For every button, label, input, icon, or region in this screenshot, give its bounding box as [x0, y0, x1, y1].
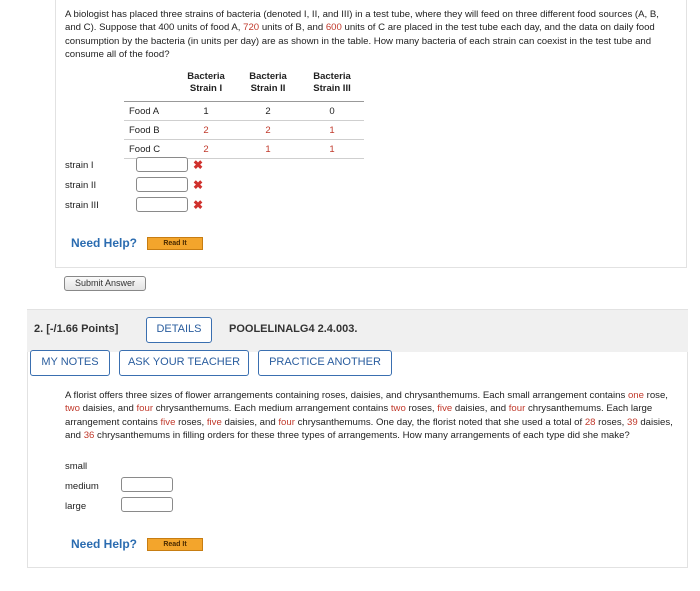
table-row [124, 121, 364, 140]
table-cell: 2 [176, 121, 236, 140]
header-strain-2: Bacteria Strain II [236, 71, 300, 102]
strain-2-input[interactable] [136, 177, 188, 192]
q1-highlight-value: 720 [243, 22, 260, 34]
table-cell: 1 [176, 102, 236, 121]
read-it-button[interactable]: Read It [147, 237, 203, 250]
table-cell: 1 [236, 140, 300, 159]
small-label: small [65, 461, 88, 472]
table-cell: 2 [236, 121, 300, 140]
table-cell: 1 [300, 140, 364, 159]
consumption-table [124, 71, 364, 159]
medium-input[interactable] [121, 477, 173, 492]
large-label: large [65, 501, 87, 512]
row-label-food-c: Food C [124, 140, 176, 159]
strain-1-input[interactable] [136, 157, 188, 172]
q1-text-part: units of C are placed in the test tube each day, and the data on daily food consumption by the bacteria (in units per day) are as shown in the table. How many bacteria of each strain can coexist in the test tube and consume all of the food? [65, 22, 655, 60]
table-cell: 2 [236, 102, 300, 121]
table-cell: 0 [300, 102, 364, 121]
q1-text-part: units of B, and [259, 22, 326, 34]
q1-highlight-value: 600 [325, 22, 342, 34]
incorrect-x-icon: ✖ [193, 198, 204, 212]
medium-label: medium [65, 481, 99, 492]
need-help-label: Need Help? [71, 537, 138, 551]
question-2-header [27, 309, 688, 352]
table-cell: 2 [176, 140, 236, 159]
question-2-points: 2. [-/1.66 Points] [34, 323, 119, 335]
table-cell: 1 [300, 121, 364, 140]
details-button[interactable]: DETAILS [146, 317, 212, 343]
my-notes-button[interactable]: MY NOTES [30, 350, 110, 376]
row-label-food-b: Food B [124, 121, 176, 140]
practice-another-button[interactable]: PRACTICE ANOTHER [258, 350, 392, 376]
strain-3-label: strain III [65, 200, 99, 211]
q1-text-part: A biologist has placed three strains of bacteria (denoted I, II, and III) in a test tube, where they will feed on three different food sources (A, B, and C). Suppose that 400 units of food A, [65, 9, 659, 34]
strain-3-input[interactable] [136, 197, 188, 212]
question-2-text: A florist offers three sizes of flower arrangements containing roses, daisies, and chrysanthemums. Each small arrangement contains one rose, two daisies, and four chrysanthemums. Each medium arrangement contains two roses, five daisies, and four chrysanthemums. Each large arrangement contains five roses, five daisies, and four chrysanthemums. One day, the florist noted that she used a total of 28 roses, 39 daisies, and 36 chrysanthemums in filling orders for these three types of arrangements. How many arrangements of each type did she make? [65, 390, 673, 441]
large-input[interactable] [121, 497, 173, 512]
table-row [124, 140, 364, 159]
strain-1-label: strain I [65, 160, 94, 171]
ask-your-teacher-button[interactable]: ASK YOUR TEACHER [119, 350, 249, 376]
need-help-label: Need Help? [71, 236, 138, 250]
header-strain-1: Bacteria Strain I [176, 71, 236, 102]
table-row [124, 102, 364, 121]
table-corner [124, 71, 176, 102]
question-2-code: POOLELINALG4 2.4.003. [229, 323, 358, 335]
incorrect-x-icon: ✖ [193, 178, 204, 192]
incorrect-x-icon: ✖ [193, 158, 204, 172]
question-2-panel [27, 352, 688, 568]
read-it-button[interactable]: Read It [147, 538, 203, 551]
row-label-food-a: Food A [124, 102, 176, 121]
strain-2-label: strain II [65, 180, 97, 191]
header-strain-3: Bacteria Strain III [300, 71, 364, 102]
submit-answer-button[interactable]: Submit Answer [64, 276, 146, 291]
question-1-text [65, 8, 677, 61]
